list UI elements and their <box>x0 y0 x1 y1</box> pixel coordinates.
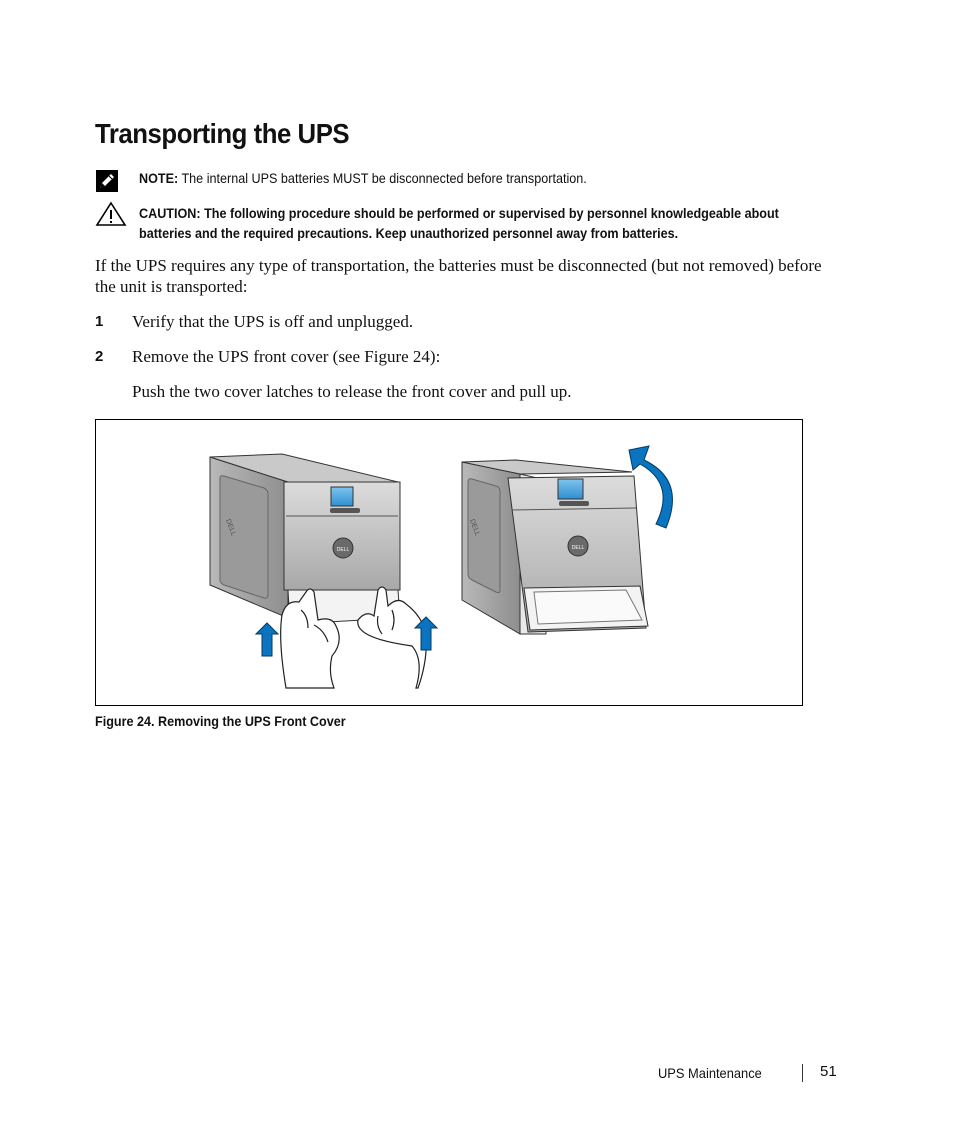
svg-text:DELL: DELL <box>571 545 585 551</box>
caution-text <box>139 203 832 243</box>
step-number: 2 <box>95 348 104 365</box>
page-title: Transporting the UPS <box>95 118 350 149</box>
note-pencil-icon <box>95 169 119 193</box>
caution-label: CAUTION: <box>139 205 201 221</box>
svg-text:DELL: DELL <box>224 518 237 538</box>
note-text <box>139 170 587 186</box>
substep-text: Push the two cover latches to release the front cover and pull up. <box>132 382 572 401</box>
note-body: The internal UPS batteries MUST be disconnected before transportation. <box>178 170 587 186</box>
step-text: Verify that the UPS is off and unplugged. <box>132 312 414 331</box>
footer-page-number: 51 <box>820 1063 837 1080</box>
svg-text:DELL: DELL <box>468 518 481 538</box>
step-number: 1 <box>95 313 104 330</box>
ups-cover-illustration <box>96 420 802 705</box>
note-label: NOTE: <box>139 170 179 186</box>
caution-triangle-icon <box>95 201 127 227</box>
step-text: Remove the UPS front cover (see Figure 24): <box>132 347 441 366</box>
footer-section-title: UPS Maintenance <box>658 1065 762 1081</box>
caution-body: The following procedure should be performed or supervised by personnel knowledgeable about batteries and the required precautions. Keep unauthorized personnel away from batteries. <box>139 205 779 241</box>
ups-unit-right <box>462 460 648 634</box>
figure-caption: Figure 24. Removing the UPS Front Cover <box>95 713 346 729</box>
figure-frame <box>95 419 803 706</box>
intro-paragraph: If the UPS requires any type of transportation, the batteries must be disconnected (but not removed) before the unit is transported: <box>95 256 822 296</box>
footer-divider <box>802 1064 803 1082</box>
up-arrow-left-icon <box>256 623 278 656</box>
svg-text:DELL: DELL <box>336 547 350 553</box>
